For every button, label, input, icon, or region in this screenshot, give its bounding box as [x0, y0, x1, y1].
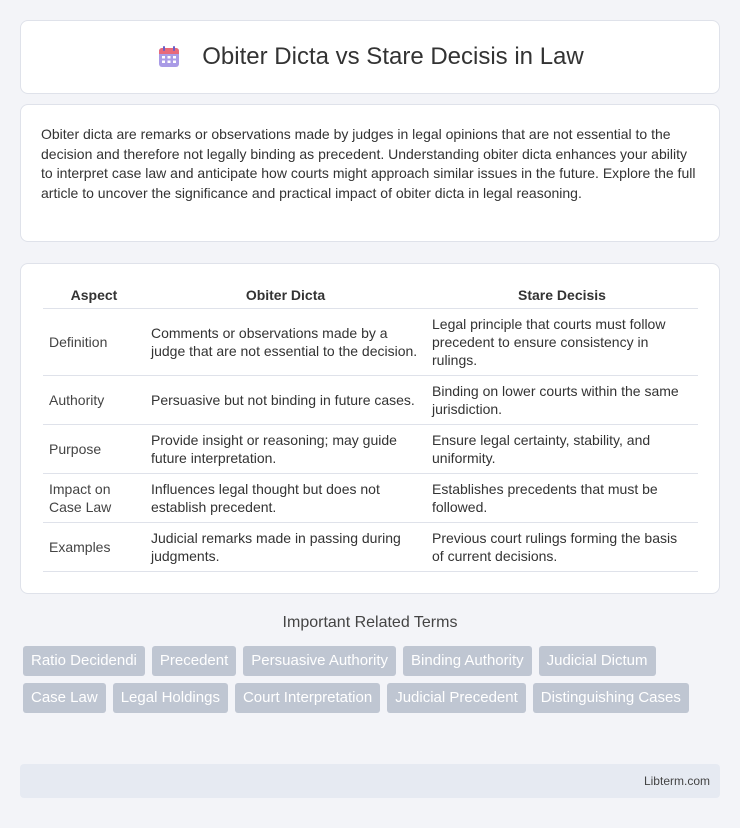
page-title — [156, 43, 583, 71]
row-aspect: Purpose — [43, 424, 145, 473]
row-obiter: Judicial remarks made in passing during judgments. — [145, 522, 426, 571]
header-aspect: Aspect — [43, 284, 145, 308]
table-row — [43, 424, 698, 473]
row-aspect: Authority — [43, 375, 145, 424]
footer — [20, 764, 720, 798]
comparison-table — [43, 284, 698, 572]
tag-court-interpretation[interactable]: Court Interpretation — [235, 683, 380, 713]
table-header-row — [43, 284, 698, 308]
table-row — [43, 473, 698, 522]
calendar-icon — [156, 44, 182, 70]
tag-judicial-precedent[interactable]: Judicial Precedent — [387, 683, 526, 713]
row-stare: Previous court rulings forming the basis of current decisions. — [426, 522, 698, 571]
row-stare: Ensure legal certainty, stability, and uniformity. — [426, 424, 698, 473]
row-obiter: Influences legal thought but does not establish precedent. — [145, 473, 426, 522]
tag-legal-holdings[interactable]: Legal Holdings — [113, 683, 228, 713]
tag-distinguishing-cases[interactable]: Distinguishing Cases — [533, 683, 689, 713]
related-terms-title: Important Related Terms — [282, 614, 458, 631]
header-stare-decisis: Stare Decisis — [426, 284, 698, 308]
row-obiter: Persuasive but not binding in future cases. — [145, 375, 426, 424]
intro-card — [20, 104, 720, 242]
row-aspect: Impact on Case Law — [43, 473, 145, 522]
row-stare: Establishes precedents that must be followed. — [426, 473, 698, 522]
related-terms-tags — [23, 646, 703, 720]
tag-persuasive-authority[interactable]: Persuasive Authority — [243, 646, 396, 676]
intro-text: Obiter dicta are remarks or observations made by judges in legal opinions that are not essential to the decision and therefore not legally binding as precedent. Understanding obiter dicta enhances your ability to interpret case law and anticipate how courts might approach similar issues in the future. Explore the full article to uncover the significance and practical impact of obiter dicta in legal reasoning. — [41, 126, 696, 201]
row-obiter: Comments or observations made by a judge that are not essential to the decision. — [145, 308, 426, 375]
row-stare: Legal principle that courts must follow precedent to ensure consistency in rulings. — [426, 308, 698, 375]
header-obiter-dicta: Obiter Dicta — [145, 284, 426, 308]
table-row — [43, 522, 698, 571]
footer-brand[interactable]: Libterm.com — [643, 774, 710, 788]
tag-case-law[interactable]: Case Law — [23, 683, 106, 713]
row-obiter: Provide insight or reasoning; may guide future interpretation. — [145, 424, 426, 473]
row-aspect: Examples — [43, 522, 145, 571]
row-stare: Binding on lower courts within the same jurisdiction. — [426, 375, 698, 424]
table-row — [43, 375, 698, 424]
row-aspect: Definition — [43, 308, 145, 375]
tag-ratio-decidendi[interactable]: Ratio Decidendi — [23, 646, 145, 676]
title-card — [20, 20, 720, 94]
tag-judicial-dictum[interactable]: Judicial Dictum — [539, 646, 656, 676]
table-row — [43, 308, 698, 375]
comparison-table-card — [20, 263, 720, 594]
tag-precedent[interactable]: Precedent — [152, 646, 236, 676]
tag-binding-authority[interactable]: Binding Authority — [403, 646, 532, 676]
page-title-text: Obiter Dicta vs Stare Decisis in Law — [202, 43, 584, 70]
